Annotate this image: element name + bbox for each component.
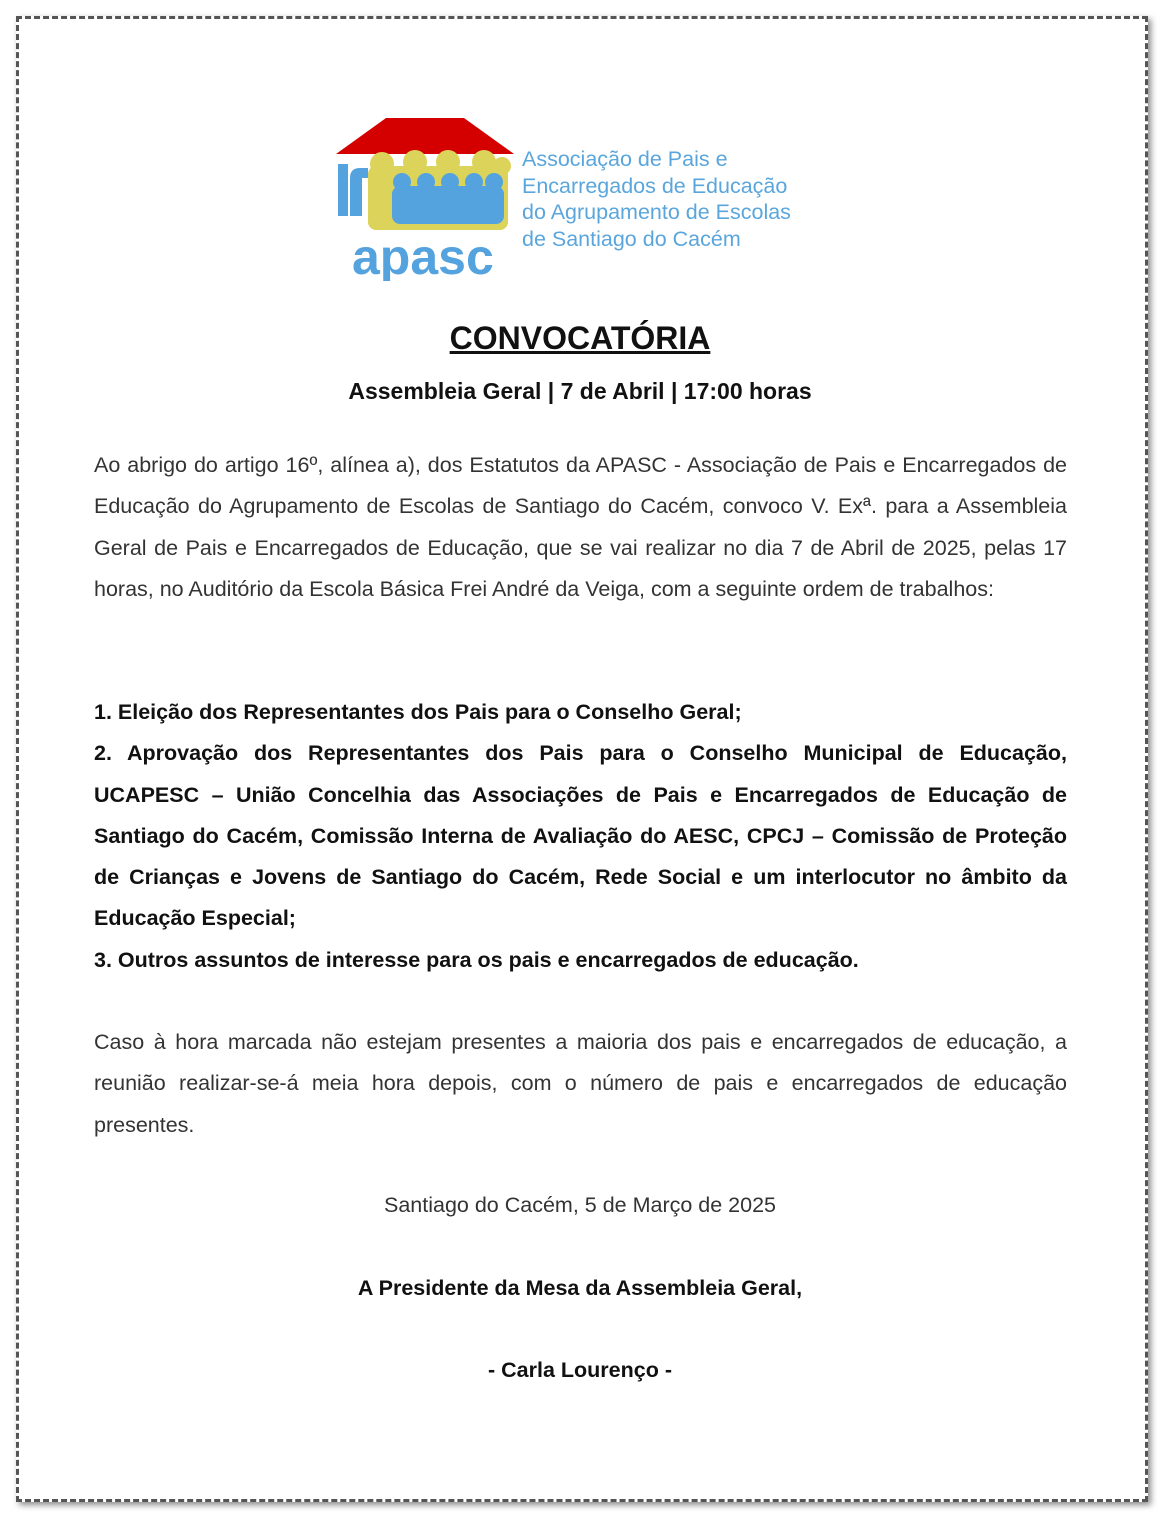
logo-line: de Santiago do Cacém (522, 226, 741, 251)
logo-line: do Agrupamento de Escolas (522, 200, 791, 224)
logo-emblem-icon (334, 116, 519, 281)
title-text: CONVOCATÓRIA (449, 320, 711, 356)
closing-paragraph: Caso à hora marcada não estejam presentes a maioria dos pais e encarregados de educação, a reunião realizar-se-á meia hora depois, com o número de pais e encarregados de educação presentes. (94, 1030, 1067, 1137)
logo-line: Associação de Pais e (522, 147, 728, 171)
logo-line: Encarregados de Educação (522, 173, 788, 198)
agenda-list (94, 692, 1067, 981)
document-title (0, 320, 1160, 357)
logo-text (522, 146, 791, 252)
logo-acronym: apasc (352, 229, 494, 281)
agenda-item: 3. Outros assuntos de interesse para os pais e encarregados de educação. (94, 947, 859, 972)
agenda-item: 1. Eleição dos Representantes dos Pais para o Conselho Geral; (94, 700, 742, 724)
document-subtitle: Assembleia Geral | 7 de Abril | 17:00 horas (348, 378, 812, 404)
place-date: Santiago do Cacém, 5 de Março de 2025 (383, 1193, 777, 1217)
agenda-item: 2. Aprovação dos Representantes dos Pais para o Conselho Municipal de Educação, UCAPESC – União Concelhia das Associações de Pais e Encarregados de Educação de Santiago do Cacém, Comissão Interna de Avaliação do AESC, CPCJ – Comissão de Proteção de Crianças e Jovens de Santiago do Cacém, Rede Social e um interlocutor no âmbito da Educação Especial; (94, 741, 1067, 931)
signatory-name: - Carla Lourenço - (488, 1358, 672, 1382)
apasc-logo (334, 116, 834, 281)
signatory-role: A Presidente da Mesa da Assembleia Geral, (357, 1276, 803, 1300)
intro-paragraph: Ao abrigo do artigo 16º, alínea a), dos Estatutos da APASC - Associação de Pais e Encarregados de Educação do Agrupamento de Escolas de Santiago do Cacém, convoco V. Exª. para a Assembleia Geral de Pais e Encarregados de Educação, que se vai realizar no dia 7 de Abril de 2025, pelas 17 horas, no Auditório da Escola Básica Frei André da Veiga, com a seguinte ordem de trabalhos: (94, 453, 1067, 601)
